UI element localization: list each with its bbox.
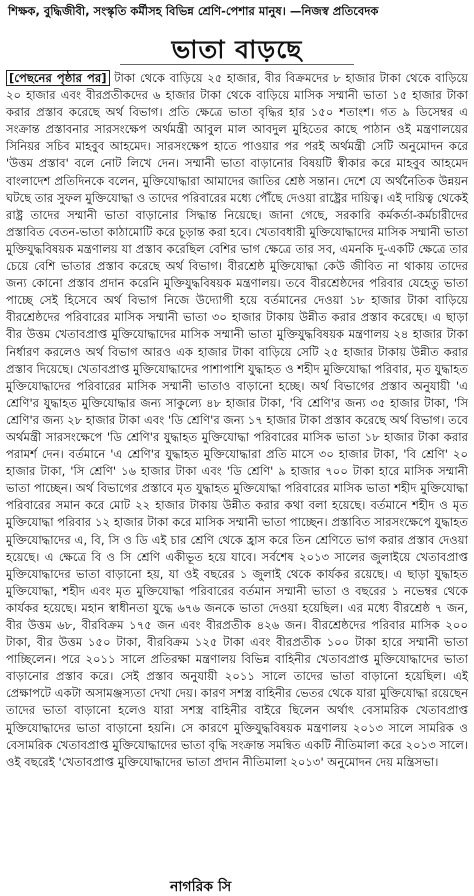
next-article-fragment: নাগরিক সি	[170, 879, 232, 895]
reporter-credit: —নিজস্ব প্রতিবেদক	[289, 4, 379, 18]
article-paragraph	[6, 70, 468, 771]
previous-article-tail	[0, 0, 474, 22]
previous-article-text: শিক্ষক, বুদ্ধিজীবী, সংস্কৃতি কর্মীসহ বিভিন্ন শ্রেণি-পেশার মানুষ।	[8, 4, 290, 18]
article-headline: ভাতা বাড়ছে	[171, 35, 303, 64]
article-body-text: টাকা থেকে বাড়িয়ে ২৫ হাজার, বীর বিক্রমদের ৮ হাজার টাকা থেকে বাড়িয়ে ২০ হাজার এবং বীরপ্রতীকদের ৬ হাজার টাকা থেকে বাড়িয়ে মাসিক সম্মানী ভাতা ১৫ হাজার টাকা করার প্রস্তাব করেছে অর্থ বিভাগ। প্রতি ক্ষেত্রে ভাতা বৃদ্ধির হার ১৫০ শতাংশ। গত ৯ ডিসেম্বর এ সংক্রান্ত প্রস্তাবনার সারসংক্ষেপ অর্থমন্ত্রী আবুল মাল আবদুল মুহিতের কাছে পাঠান ওই মন্ত্রণালয়ের সিনিয়র সচিব মাহবুব আহমেদ। সারসংক্ষেপ হাতে পাওয়ার পর পরই অর্থমন্ত্রী সেটি অনুমোদন করে 'উত্তম প্রস্তাব' বলে নোট লিখে দেন। সম্মানী ভাতা বাড়ানোর বিষয়টি স্বীকার করে মাহবুব আহমেদ বাংলাদেশ প্রতিদিনকে বলেন, মুক্তিযোদ্ধারা আমাদের জাতির শ্রেষ্ঠ সন্তান। দেশে যে অর্থনৈতিক উন্নয়ন ঘটছে তার সুফল মুক্তিযোদ্ধা ও তাদের পরিবারের মধ্যে পৌঁছে দেওয়া রাষ্ট্রের দায়িত্ব। এই দায়িত্ব থেকেই রাষ্ট্র তাদের সম্মানী ভাতা বাড়ানোর সিদ্ধান্ত নিয়েছে। জানা গেছে, সরকারি কর্মকর্তা-কর্মচারীদের প্রস্তাবিত বেতন-ভাতা কাঠামোটি করে চূড়ান্ত করা হবে। খেতাবধারী মুক্তিযোদ্ধাদের মাসিক সম্মানী ভাতা মুক্তিযুদ্ধবিষয়ক মন্ত্রণালয় যা প্রস্তাব করেছিল বেশির ভাগ ক্ষেত্রে তার সব, এমনকি দু-একটি ক্ষেত্রে তার চেয়ে বেশি ভাতার প্রস্তাব করেছে অর্থ বিভাগ। বীরশ্রেষ্ঠ মুক্তিযোদ্ধা কেউ জীবিত না থাকায় তাদের জন্য কোনো প্রস্তাব প্রদান করেনি মুক্তিযুদ্ধবিষয়ক মন্ত্রণালয়। তবে বীরশ্রেষ্ঠদের পরিবার যেহেতু ভাতা পাচ্ছে সেই হিসেবে অর্থ বিভাগ নিজে উদ্যোগী হয়ে বর্তমানের দেওয়া ১৮ হাজার টাকা বাড়িয়ে বীরশ্রেষ্ঠদের পরিবারের মাসিক সম্মানী ভাতা ৩০ হাজার টাকায় উন্নীত করার প্রস্তাব করেছে। এ ছাড়া বীর উত্তম খেতাবপ্রাপ্ত মুক্তিযোদ্ধাদের মাসিক সম্মানী ভাতা মুক্তিযুদ্ধবিষয়ক মন্ত্রণালয় ২৪ হাজার টাকা নির্ধারণ করলেও অর্থ বিভাগ আরও এক হাজার টাকা বাড়িয়ে সেটি ২৫ হাজার টাকায় উন্নীত করার প্রস্তাব দিয়েছে। খেতাবপ্রাপ্ত মুক্তিযোদ্ধাদের পাশাপাশি যুদ্ধাহত ও শহীদ মুক্তিযোদ্ধা পরিবার, মৃত যুদ্ধাহত মুক্তিযোদ্ধাদের পরিবারের মাসিক সম্মানী ভাতাও বাড়ানো হচ্ছে। অর্থ বিভাগের প্রস্তাব অনুযায়ী 'এ শ্রেণি'র যুদ্ধাহত মুক্তিযোদ্ধার জন্য সাকুল্যে ৪৮ হাজার টাকা, 'বি শ্রেণি'র জন্য ৩৫ হাজার টাকা, 'সি শ্রেণি'র জন্য ২৮ হাজার টাকা এবং 'ডি শ্রেণি'র জন্য ১৭ হাজার টাকা প্রস্তাব করেছে অর্থ বিভাগ। তবে অর্থমন্ত্রী সারসংক্ষেপে 'ডি শ্রেণি'র যুদ্ধাহত মুক্তিযোদ্ধা পরিবারের মাসিক ভাতা ১৮ হাজার টাকা করার পরামর্শ দেন। বর্তমানে 'এ শ্রেণি'র যুদ্ধাহত মুক্তিযোদ্ধারা প্রতি মাসে ৩০ হাজার টাকা, 'বি শ্রেণি' ২০ হাজার টাকা, 'সি শ্রেণি' ১৬ হাজার টাকা এবং 'ডি শ্রেণি' ৯ হাজার ৭০০ টাকা হারে মাসিক সম্মানী ভাতা পাচ্ছেন। অর্থ বিভাগের প্রস্তাবে মৃত যুদ্ধাহত মুক্তিযোদ্ধা পরিবারের মাসিক ভাতা শহীদ মুক্তিযোদ্ধা পরিবারের সমান করে মোট ২২ হাজার টাকায় উন্নীত করার কথা বলা হয়েছে। বর্তমানে শহীদ ও মৃত মুক্তিযোদ্ধা পরিবার ১২ হাজার টাকা করে মাসিক সম্মানী ভাতা পাচ্ছেন। প্রস্তাবিত সারসংক্ষেপে যুদ্ধাহত মুক্তিযোদ্ধাদের এ, বি, সি ও ডি এই চার শ্রেণি থেকে হ্রাস করে তিন শ্রেণিতে ভাগ করার প্রস্তাব দেওয়া হয়েছে। এ ক্ষেত্রে বি ও সি শ্রেণি একীভূত হয়ে যাবে। সর্বশেষ ২০১৩ সালের জুলাইয়ে খেতাবপ্রাপ্ত মুক্তিযোদ্ধাদের ভাতা বাড়ানো হয়, যা ওই বছরের ১ জুলাই থেকে কার্যকর রয়েছে। এ ছাড়া যুদ্ধাহত মুক্তিযোদ্ধা, শহীদ এবং মৃত মুক্তিযোদ্ধা পরিবারের বর্তমান সম্মানী ভাতা ও বছরের ১ নভেম্বর থেকে কার্যকর হয়েছে। মহান স্বাধীনতা যুদ্ধে ৬৭৬ জনকে ভাতা দেওয়া হয়েছিল। এর মধ্যে বীরশ্রেষ্ঠ ৭ জন, বীর উত্তম ৬৮, বীরবিক্রম ১৭৫ জন এবং বীরপ্রতীক ৪২৬ জন। বীরশ্রেষ্ঠদের পরিবার মাসিক ২০০ টাকা, বীর উত্তম ১৫০ টাকা, বীরবিক্রম ১২৫ টাকা এবং বীরপ্রতীক ১০০ টাকা হারে সম্মানী ভাতা পাচ্ছিলেন। পরে ২০১১ সালে প্রতিরক্ষা মন্ত্রণালয় বিভিন্ন বাহিনীর খেতাবপ্রাপ্ত মুক্তিযোদ্ধাদের ভাতা বাড়ানোর প্রস্তাব করে। সেই প্রস্তাব অনুযায়ী ২০১১ সালে তাদের ভাতা বাড়ানো হয়েছিল। এই প্রেক্ষাপটে একটা অসামঞ্জস্যতা দেখা দেয়। কারণ সশস্ত্র বাহিনীর ভেতর থেকে যারা মুক্তিযোদ্ধা রয়েছেন তাদের ভাতা বাড়ানো হলেও যারা সশস্ত্র বাহিনীর বাইরে ছিলেন অর্থাৎ বেসামরিক খেতাবপ্রাপ্ত মুক্তিযোদ্ধাদের ভাতা বাড়ানো হয়নি। সে কারণে মুক্তিযুদ্ধবিষয়ক মন্ত্রণালয় ২০১৩ সালে সামরিক ও বেসামরিক খেতাবপ্রাপ্ত মুক্তিযোদ্ধাদের ভাতা বৃদ্ধি সংক্রান্ত সমন্বিত একটি নীতিমালা করে ২০১৩ সালে। ওই বছরেই 'খেতাবপ্রাপ্ত মুক্তিযোদ্ধাদের ভাতা প্রদান নীতিমালা ২০১৩' অনুমোদন দেয় মন্ত্রিসভা।	[6, 71, 469, 769]
continued-from-tag: [পেছনের পৃষ্ঠার পর]	[6, 70, 110, 86]
article-body	[6, 70, 468, 878]
headline-rule	[120, 64, 354, 65]
